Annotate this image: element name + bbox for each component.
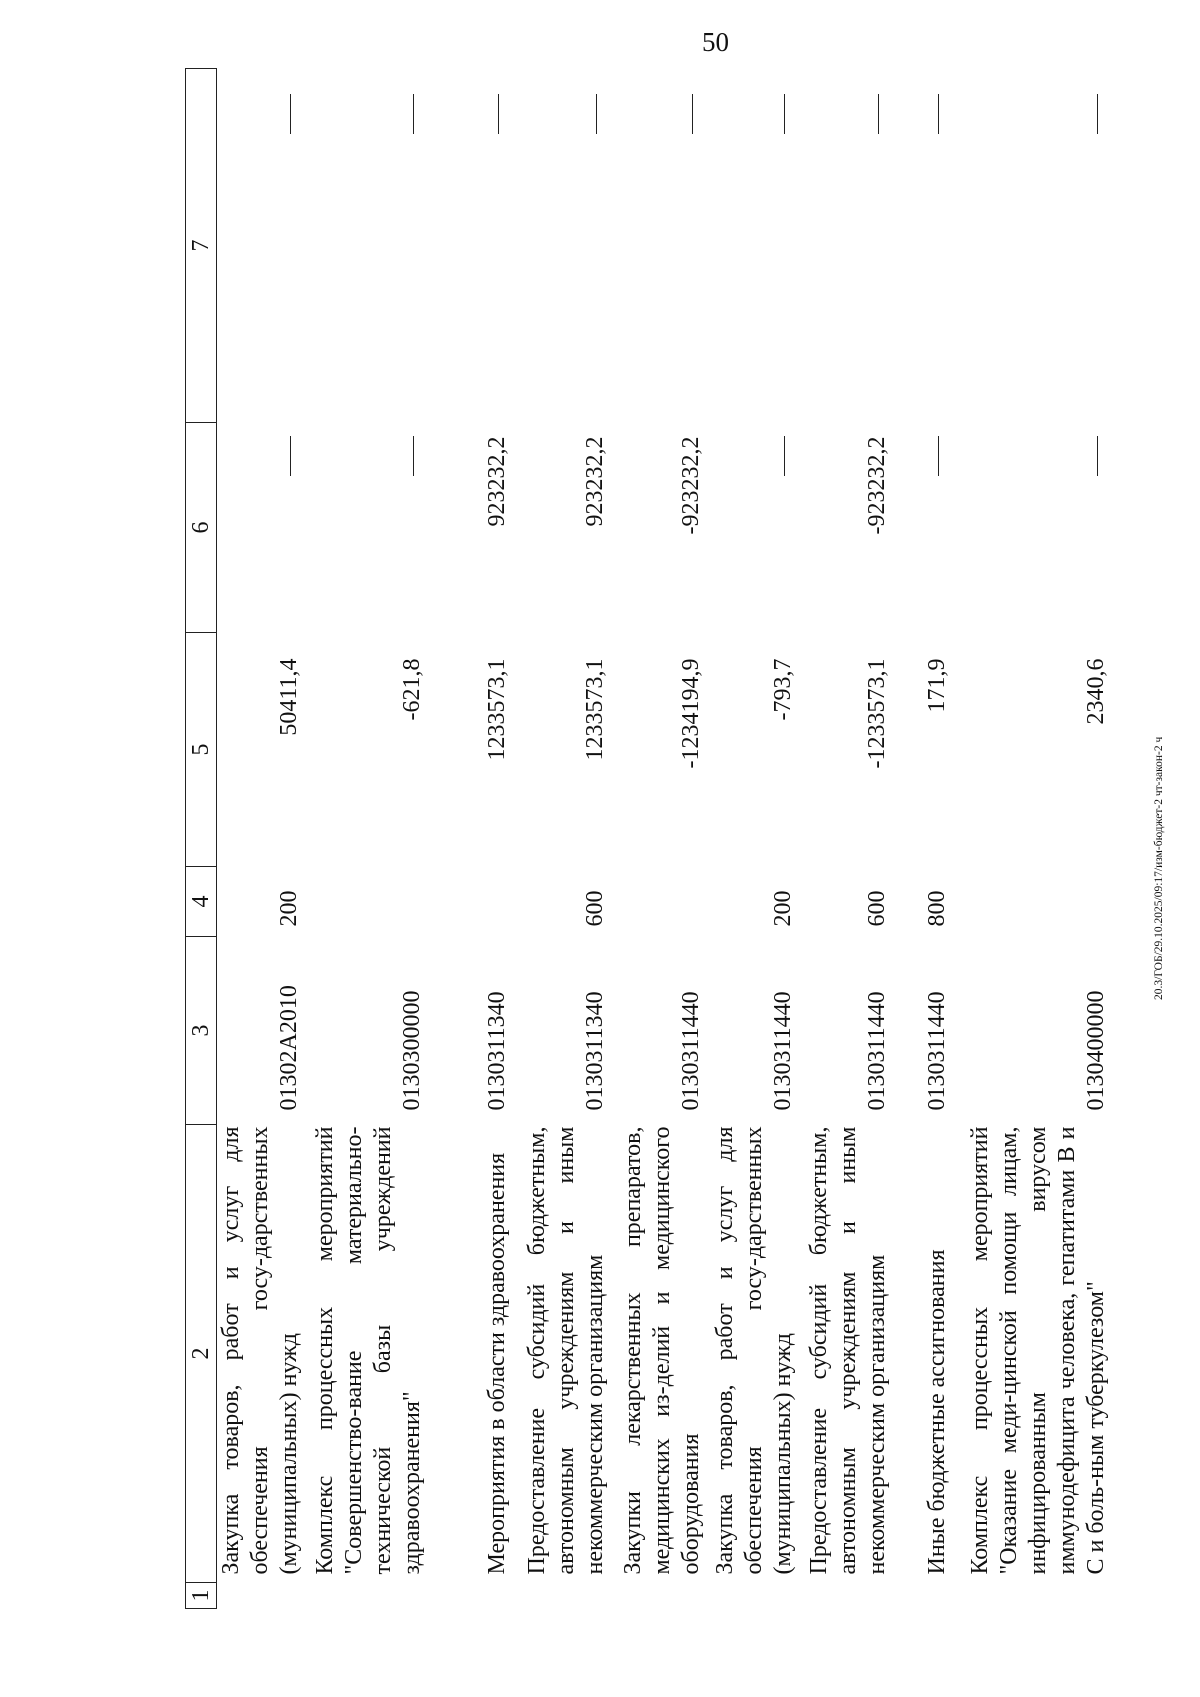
header-col-7: 7	[186, 69, 217, 423]
dash-mark	[1097, 437, 1099, 477]
row-amount-col6	[956, 423, 1115, 633]
row-amount-col7	[896, 69, 956, 423]
dash-mark	[878, 95, 880, 135]
row-col-1	[431, 1583, 516, 1609]
row-expense-type: 800	[924, 890, 950, 927]
row-amount-col7	[614, 69, 710, 423]
row-amount-col5: 1233573,1	[484, 658, 510, 761]
row-code: 0130311440	[770, 991, 796, 1111]
row-expense-type: 200	[276, 890, 302, 927]
dash-mark	[1097, 95, 1099, 135]
row-amount-col7	[802, 69, 896, 423]
row-amount-col6	[308, 423, 431, 633]
table-row	[896, 69, 956, 1609]
row-amount-col6: 923232,2	[582, 436, 608, 527]
row-amount-col7	[308, 69, 431, 423]
row-code: 01302А2010	[276, 985, 302, 1111]
dash-mark	[692, 95, 694, 135]
row-amount-col6: 923232,2	[484, 436, 510, 527]
row-expense-type	[308, 867, 431, 937]
dash-mark	[938, 437, 940, 477]
page-number: 50	[702, 27, 729, 57]
row-name: Предоставление субсидий бюджетным, автономным учреждениям и иным некоммерческим организациям	[524, 1126, 608, 1575]
row-amount-col7	[710, 69, 802, 423]
table-row	[614, 69, 710, 1609]
row-col-1	[710, 1583, 802, 1609]
table-row	[802, 69, 896, 1609]
row-name: Закупки лекарственных препаратов, медицинских из-делий и медицинского оборудования	[620, 1126, 704, 1575]
row-amount-col5: 171,9	[924, 658, 950, 713]
row-amount-col7	[516, 69, 614, 423]
row-col-1	[217, 1583, 309, 1609]
row-name: Иные бюджетные ассигнования	[924, 1249, 950, 1575]
row-amount-col5: 2340,6	[1083, 658, 1109, 725]
row-col-1	[516, 1583, 614, 1609]
footer-reference: 20.3/ГОБ/29.10.2025/09:17/изм-бюджет-2 чт-закон-2 ч	[1153, 736, 1165, 1000]
dash-mark	[290, 437, 292, 477]
row-expense-type	[431, 867, 516, 937]
budget-table	[185, 68, 1115, 1609]
header-col-1: 1	[186, 1583, 217, 1609]
header-col-2: 2	[186, 1125, 217, 1583]
row-col-1	[614, 1583, 710, 1609]
row-name: Мероприятия в области здравоохранения	[484, 1152, 510, 1575]
row-name: Закупка товаров, работ и услуг для обеспечения госу-дарственных (муниципальных) нужд	[218, 1126, 302, 1575]
dash-mark	[413, 437, 415, 477]
table-row	[516, 69, 614, 1609]
row-amount-col5: -621,8	[399, 658, 425, 721]
dash-mark	[596, 95, 598, 135]
dash-mark	[413, 95, 415, 135]
row-col-1	[896, 1583, 956, 1609]
row-amount-col6	[710, 423, 802, 633]
row-code: 0130311340	[484, 991, 510, 1111]
row-amount-col5: 1233573,1	[582, 658, 608, 761]
row-amount-col6: -923232,2	[678, 436, 704, 535]
row-expense-type: 200	[770, 890, 796, 927]
row-col-1	[308, 1583, 431, 1609]
table-row	[308, 69, 431, 1609]
row-expense-type	[956, 867, 1115, 937]
row-amount-col6: -923232,2	[864, 436, 890, 535]
dash-mark	[784, 95, 786, 135]
table-row	[956, 69, 1115, 1609]
header-col-4: 4	[186, 867, 217, 937]
row-col-1	[802, 1583, 896, 1609]
table-row	[431, 69, 516, 1609]
row-expense-type: 600	[582, 890, 608, 927]
row-code: 0130300000	[399, 990, 425, 1111]
row-name: Комплекс процессных мероприятий "Совершенство-вание материально-технической базы учреждений здравоохранения"	[312, 1126, 425, 1575]
row-col-1	[956, 1583, 1115, 1609]
row-amount-col7	[956, 69, 1115, 423]
row-name: Комплекс процессных мероприятий "Оказание меди-цинской помощи лицам, инфицированным вирусом иммунодефицита человека, гепатитами В и С и боль-ным туберкулезом"	[967, 1126, 1109, 1575]
rotated-budget-table-wrapper	[185, 69, 1109, 1609]
row-code: 0130400000	[1083, 990, 1109, 1111]
row-amount-col5: -793,7	[770, 658, 796, 721]
dash-mark	[938, 95, 940, 135]
row-expense-type	[614, 867, 710, 937]
row-amount-col5: -1234194,9	[678, 658, 704, 769]
dash-mark	[290, 95, 292, 135]
row-amount-col6	[217, 423, 309, 633]
header-col-5: 5	[186, 633, 217, 867]
row-code: 0130311440	[864, 991, 890, 1111]
table-row	[710, 69, 802, 1609]
table-row	[217, 69, 309, 1609]
header-row	[186, 69, 217, 1609]
dash-mark	[784, 437, 786, 477]
row-amount-col7	[217, 69, 309, 423]
row-code: 0130311440	[678, 991, 704, 1111]
row-name: Предоставление субсидий бюджетным, автономным учреждениям и иным некоммерческим организациям	[806, 1126, 890, 1575]
header-col-3: 3	[186, 937, 217, 1125]
dash-mark	[498, 95, 500, 135]
row-name: Закупка товаров, работ и услуг для обеспечения госу-дарственных (муниципальных) нужд	[712, 1126, 796, 1575]
header-col-6: 6	[186, 423, 217, 633]
row-expense-type: 600	[864, 890, 890, 927]
row-code: 0130311340	[582, 991, 608, 1111]
row-code: 0130311440	[924, 991, 950, 1111]
row-amount-col6	[896, 423, 956, 633]
row-amount-col5: -1233573,1	[864, 658, 890, 769]
row-amount-col7	[431, 69, 516, 423]
row-amount-col5: 50411,4	[276, 658, 302, 736]
